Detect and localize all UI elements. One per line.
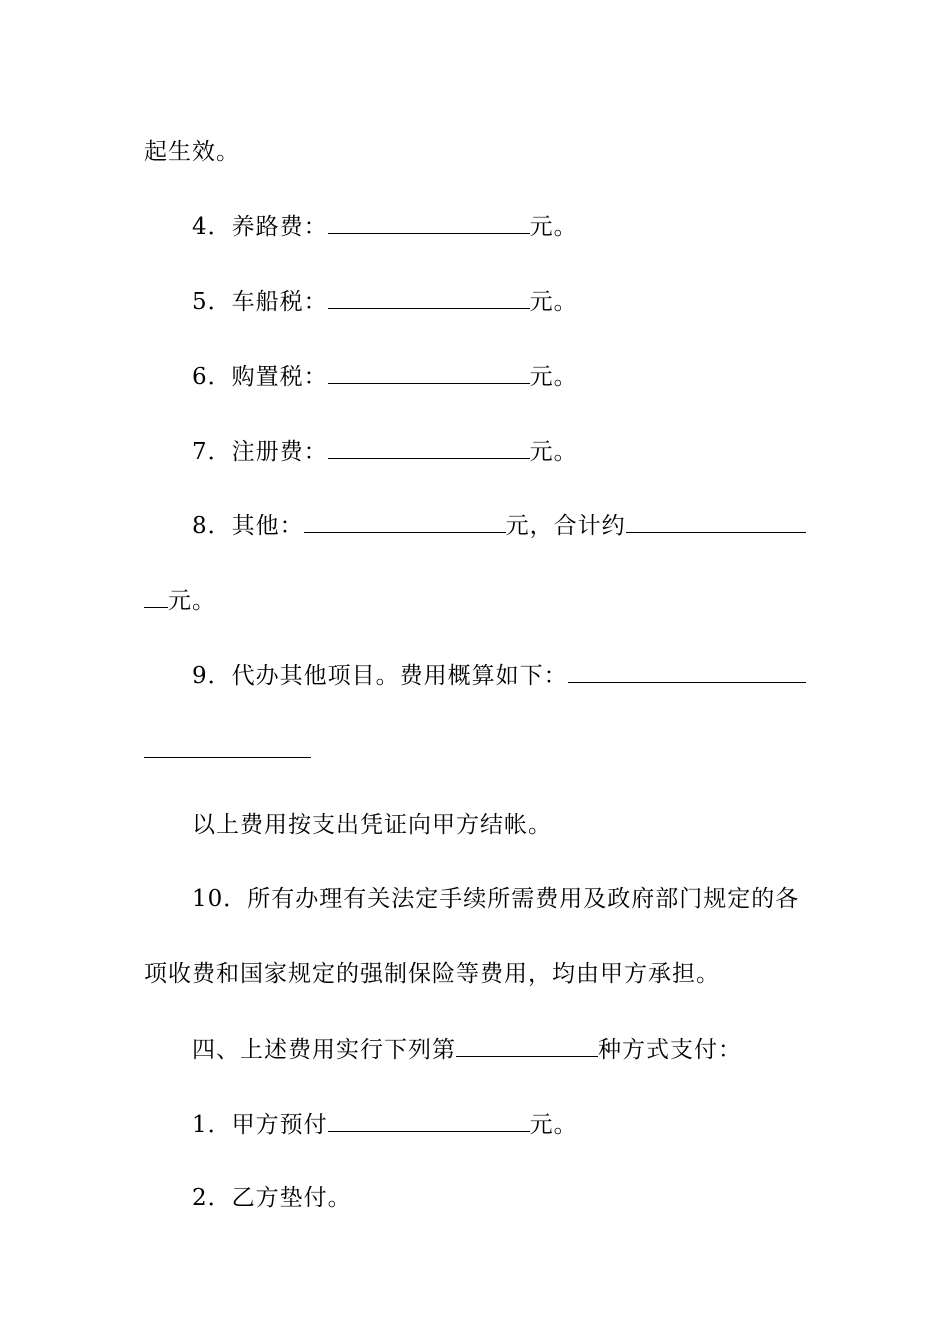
fee-item-vehicle-vessel-tax <box>192 286 578 317</box>
fill-in-blank[interactable] <box>328 286 530 309</box>
line-text: 10．所有办理有关法定手续所需费用及政府部门规定的各 <box>192 886 800 912</box>
total-continuation <box>144 585 216 616</box>
clause-10-line1 <box>192 884 799 914</box>
item-label: 四、上述费用实行下列第 <box>192 1037 456 1063</box>
item-label: 7．注册费： <box>192 439 328 465</box>
item-unit: 元。 <box>529 364 578 390</box>
fill-in-blank[interactable] <box>328 211 530 234</box>
section-four-payment <box>192 1034 742 1065</box>
item-label: 8．其他： <box>192 513 304 539</box>
item-label: 6．购置税： <box>192 364 328 390</box>
fill-in-blank[interactable] <box>328 1109 530 1132</box>
clause-10-line2 <box>144 959 720 989</box>
fill-in-blank-cont[interactable] <box>144 735 311 758</box>
text-line-settlement <box>192 810 552 840</box>
other-services-continuation <box>144 735 311 766</box>
fee-item-road-maintenance <box>192 211 578 242</box>
item-unit: 元。 <box>529 289 578 315</box>
fee-item-purchase-tax <box>192 361 578 392</box>
line-text: 以上费用按支出凭证向甲方结帐。 <box>192 812 552 838</box>
fee-item-other-services <box>192 660 806 691</box>
fill-in-blank[interactable] <box>328 361 530 384</box>
fill-in-blank[interactable] <box>456 1034 598 1057</box>
payment-option-2 <box>192 1183 352 1213</box>
item-label-end: 种方式支付： <box>598 1037 742 1063</box>
item-label: 1．甲方预付 <box>192 1112 328 1138</box>
payment-option-1 <box>192 1109 578 1140</box>
line-text: 项收费和国家规定的强制保险等费用，均由甲方承担。 <box>144 961 720 987</box>
item-unit: 元。 <box>529 439 578 465</box>
item-unit: 元。 <box>529 214 578 240</box>
line-text: 2．乙方垫付。 <box>192 1185 352 1211</box>
item-unit: 元。 <box>168 588 216 614</box>
item-total-label: 元，合计约 <box>505 513 626 539</box>
fee-item-other <box>192 510 806 541</box>
item-unit: 元。 <box>529 1112 578 1138</box>
item-label: 4．养路费： <box>192 214 328 240</box>
fill-in-blank[interactable] <box>568 660 806 683</box>
fill-in-blank[interactable] <box>304 510 506 533</box>
fill-in-blank-total-cont[interactable] <box>144 585 168 608</box>
fee-item-registration <box>192 436 578 467</box>
text-line-effective <box>144 137 240 167</box>
fill-in-blank-total[interactable] <box>626 510 806 533</box>
item-label: 5．车船税： <box>192 289 328 315</box>
item-label: 9．代办其他项目。费用概算如下： <box>192 663 568 689</box>
fill-in-blank[interactable] <box>328 436 530 459</box>
line-text: 起生效。 <box>144 139 240 165</box>
